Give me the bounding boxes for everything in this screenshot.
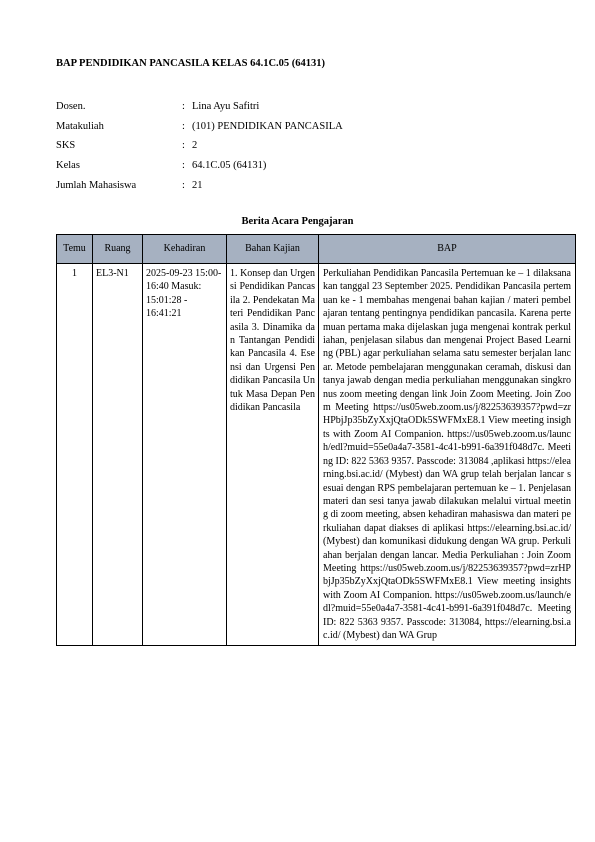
info-row-sks bbox=[56, 136, 343, 156]
info-colon: : bbox=[182, 140, 185, 152]
cell-bap bbox=[319, 264, 576, 646]
cell-bahan-kajian: 1. Konsep dan Urgensi Pendidikan Pancasila 2. Pendekatan Materi Pendidikan Pancasila 3. Dinamika dan Tantangan Pendidikan Pancasila 4. Esensi dan Urgensi Pendidikan Pancasila Untuk Masa Depan Pendidikan Pancasila bbox=[227, 264, 319, 646]
info-value: (101) PENDIDIKAN PANCASILA bbox=[192, 120, 343, 132]
table-header-row bbox=[57, 235, 576, 264]
info-row-jumlah-mahasiswa bbox=[56, 175, 343, 195]
header-bahan-kajian: Bahan Kajian bbox=[227, 235, 319, 264]
info-value: 21 bbox=[192, 179, 203, 191]
info-row-matakuliah bbox=[56, 117, 343, 137]
info-colon: : bbox=[182, 120, 185, 132]
info-colon: : bbox=[182, 101, 185, 113]
header-temu: Temu bbox=[57, 235, 93, 264]
course-info bbox=[56, 97, 343, 195]
table-row bbox=[57, 264, 576, 646]
info-value: Lina Ayu Safitri bbox=[192, 101, 260, 113]
header-kehadiran: Kehadiran bbox=[143, 235, 227, 264]
info-colon: : bbox=[182, 179, 185, 191]
header-bap: BAP bbox=[319, 235, 576, 264]
info-label: SKS bbox=[56, 140, 76, 152]
info-label: Matakuliah bbox=[56, 120, 104, 132]
cell-temu: 1 bbox=[57, 264, 93, 646]
section-title: Berita Acara Pengajaran bbox=[241, 216, 354, 227]
cell-ruang: EL3-N1 bbox=[93, 264, 143, 646]
info-label: Dosen. bbox=[56, 101, 86, 113]
bap-text: Perkuliahan Pendidikan Pancasila Pertemuan ke – 1 dilaksanakan tanggal 23 September 2025. Pendidikan Pancasila pertemuan ke - 1 membahas mengenai bahan kajian / materi pembelajaran tentang pentingnya pendidikan pancasila. Karena pertemuan pertama maka dijelaskan juga mengenai kontrak perkuliahan, penjelasan silabus dan mengenai Project Based Learning (PBL) agar perkuliahan selama satu semester berjalan lancar. Metode pembelajaran menggunakan ceramah, diskusi dan tanya jawab dengan media perkuliahan menggunakan singkronus zoom meeting dengan link Join Zoom Meeting. Join Zoom Meeting https://us05web.zoom.us/j/82253639357?pwd=zrHPbjJp35bZyXxjQtaODk5SWFMxE8.1 View meeting insights with Zoom AI Companion. https://us05web.zoom.us/launch/edl?muid=55e0a4a7-3581-4c41-b991-6a391f048d7c. Meeting ID: 822 5363 9357. Passcode: 313084 ,aplikasi https://elearning.bsi.ac.id/ (Mybest) dan WA grup telah berjalan lancar sesuai dengan RPS pembelajaran pertemuan ke – 1. Penjelasan materi dan sesi tanya jawab dilakukan melalui virtual meeting di zoom meeting, absen kehadiran mahasiswa dan materi perkuliahan dapat diakses di aplikasi https://elearning.bsi.ac.id/ (Mybest) dan komunikasi didukung dengan WA grup. Perkuliahan berjalan dengan lancar. Media Perkuliahan : Join Zoom Meeting https://us05web.zoom.us/j/82253639357?pwd=zrHPbjJp35bZyXxjQtaODk5SWFMxE8.1 View meeting insights with Zoom AI Companion. https://us05web.zoom.us/launch/edl?muid=55e0a4a7-3581-4c41-b991-6a391f048d7c. Meeting ID: 822 5363 9357. Passcode: 313084, https://elearning.bsi.ac.id/ (Mybest) dan WA Grup bbox=[323, 268, 571, 641]
cell-kehadiran: 2025-09-23 15:00-16:40 Masuk: 15:01:28 - 16:41:21 bbox=[143, 264, 227, 646]
info-colon: : bbox=[182, 160, 185, 172]
info-label: Jumlah Mahasiswa bbox=[56, 179, 137, 191]
info-value: 64.1C.05 (64131) bbox=[192, 160, 267, 172]
info-value: 2 bbox=[192, 140, 198, 152]
info-row-kelas bbox=[56, 156, 343, 176]
page-title: BAP PENDIDIKAN PANCASILA KELAS 64.1C.05 (64131) bbox=[56, 58, 326, 69]
info-label: Kelas bbox=[56, 160, 80, 172]
bap-table bbox=[56, 234, 576, 646]
info-row-dosen bbox=[56, 97, 343, 117]
header-ruang: Ruang bbox=[93, 235, 143, 264]
